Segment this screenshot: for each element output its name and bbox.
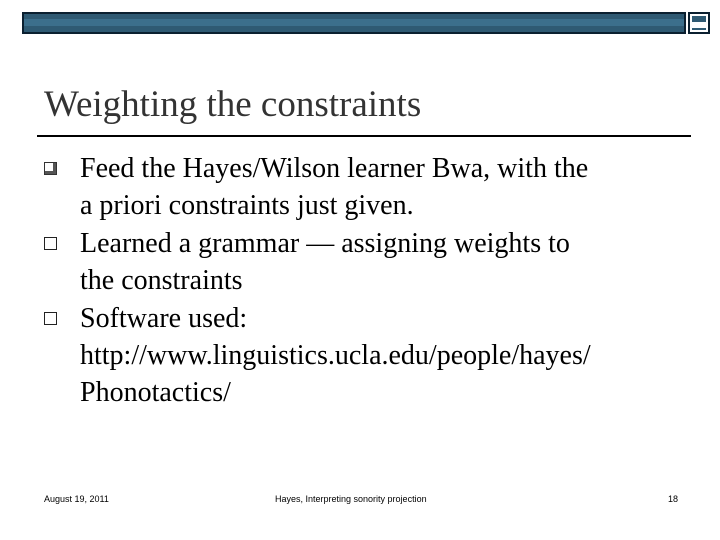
corner-box-strip — [690, 22, 708, 28]
title-divider — [37, 135, 691, 137]
slide-title: Weighting the constraints — [44, 84, 422, 125]
footer-presentation-title: Hayes, Interpreting sonority projection — [275, 494, 427, 504]
bullet-text: Feed the Hayes/Wilson learner Bwa, with the a priori constraints just given. — [80, 153, 589, 221]
footer-date: August 19, 2011 — [44, 494, 109, 504]
footer-page-number: 18 — [668, 494, 679, 504]
header-corner-box — [688, 12, 710, 34]
open-square-bullet-icon — [44, 312, 57, 325]
filled-square-bullet-icon — [44, 162, 57, 175]
bullet-text: Software used: http://www.linguistics.ucla.edu/people/hayes/ Phonotactics/ — [80, 303, 591, 408]
bullet-item — [44, 225, 684, 299]
bullet-item — [44, 300, 684, 411]
bullet-text: Learned a grammar — assigning weights to the constraints — [80, 228, 570, 296]
open-square-bullet-icon — [44, 237, 57, 250]
header-bar-stripe — [24, 19, 684, 26]
bullet-list — [44, 150, 684, 412]
header-bar — [22, 12, 686, 34]
bullet-item — [44, 150, 684, 224]
